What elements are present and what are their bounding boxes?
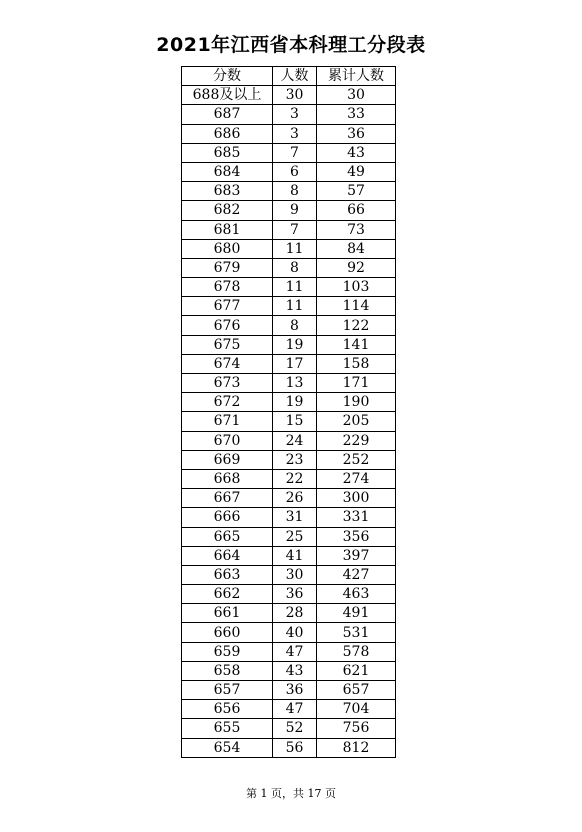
table-row — [182, 316, 396, 335]
cumulative-cell: 812 — [317, 738, 396, 757]
cumulative-cell: 49 — [317, 162, 396, 181]
cumulative-cell: 578 — [317, 642, 396, 661]
count-cell: 22 — [273, 469, 317, 488]
table-row — [182, 469, 396, 488]
table-row — [182, 661, 396, 680]
cumulative-cell: 356 — [317, 527, 396, 546]
score-cell: 679 — [182, 258, 273, 277]
score-cell: 678 — [182, 278, 273, 297]
count-cell: 13 — [273, 374, 317, 393]
score-cell: 680 — [182, 239, 273, 258]
cumulative-cell: 114 — [317, 297, 396, 316]
table-row — [182, 201, 396, 220]
score-cell: 677 — [182, 297, 273, 316]
score-cell: 673 — [182, 374, 273, 393]
score-cell: 659 — [182, 642, 273, 661]
table-body — [182, 86, 396, 758]
score-cell: 687 — [182, 105, 273, 124]
score-cell: 663 — [182, 565, 273, 584]
count-cell: 28 — [273, 604, 317, 623]
score-cell: 667 — [182, 489, 273, 508]
cumulative-cell: 190 — [317, 393, 396, 412]
table-row — [182, 623, 396, 642]
score-cell: 684 — [182, 162, 273, 181]
table-row — [182, 450, 396, 469]
table-row — [182, 642, 396, 661]
cumulative-cell: 531 — [317, 623, 396, 642]
count-cell: 52 — [273, 719, 317, 738]
count-cell: 7 — [273, 220, 317, 239]
score-cell: 668 — [182, 469, 273, 488]
count-cell: 47 — [273, 642, 317, 661]
count-cell: 3 — [273, 124, 317, 143]
table-row — [182, 297, 396, 316]
cumulative-cell: 36 — [317, 124, 396, 143]
cumulative-cell: 205 — [317, 412, 396, 431]
table-header-row — [182, 67, 396, 86]
header-cumulative: 累计人数 — [317, 67, 396, 86]
table-row — [182, 335, 396, 354]
header-score: 分数 — [182, 67, 273, 86]
table-row — [182, 738, 396, 757]
score-cell: 654 — [182, 738, 273, 757]
cumulative-cell: 756 — [317, 719, 396, 738]
cumulative-cell: 103 — [317, 278, 396, 297]
cumulative-cell: 43 — [317, 143, 396, 162]
table-row — [182, 143, 396, 162]
header-count: 人数 — [273, 67, 317, 86]
score-cell: 658 — [182, 661, 273, 680]
table-row — [182, 412, 396, 431]
cumulative-cell: 427 — [317, 565, 396, 584]
score-cell: 674 — [182, 354, 273, 373]
cumulative-cell: 33 — [317, 105, 396, 124]
score-cell: 686 — [182, 124, 273, 143]
table-row — [182, 719, 396, 738]
cumulative-cell: 704 — [317, 700, 396, 719]
count-cell: 7 — [273, 143, 317, 162]
count-cell: 11 — [273, 239, 317, 258]
score-cell: 657 — [182, 681, 273, 700]
table-row — [182, 374, 396, 393]
count-cell: 3 — [273, 105, 317, 124]
count-cell: 11 — [273, 297, 317, 316]
score-cell: 662 — [182, 585, 273, 604]
cumulative-cell: 657 — [317, 681, 396, 700]
count-cell: 15 — [273, 412, 317, 431]
count-cell: 8 — [273, 182, 317, 201]
count-cell: 26 — [273, 489, 317, 508]
cumulative-cell: 491 — [317, 604, 396, 623]
table-row — [182, 86, 396, 105]
table-row — [182, 239, 396, 258]
count-cell: 47 — [273, 700, 317, 719]
table-row — [182, 258, 396, 277]
table-row — [182, 354, 396, 373]
score-cell: 681 — [182, 220, 273, 239]
cumulative-cell: 66 — [317, 201, 396, 220]
cumulative-cell: 331 — [317, 508, 396, 527]
cumulative-cell: 621 — [317, 661, 396, 680]
count-cell: 31 — [273, 508, 317, 527]
cumulative-cell: 92 — [317, 258, 396, 277]
cumulative-cell: 122 — [317, 316, 396, 335]
cumulative-cell: 73 — [317, 220, 396, 239]
table-row — [182, 162, 396, 181]
cumulative-cell: 463 — [317, 585, 396, 604]
table-row — [182, 393, 396, 412]
cumulative-cell: 30 — [317, 86, 396, 105]
count-cell: 19 — [273, 393, 317, 412]
count-cell: 41 — [273, 546, 317, 565]
cumulative-cell: 252 — [317, 450, 396, 469]
cumulative-cell: 158 — [317, 354, 396, 373]
cumulative-cell: 141 — [317, 335, 396, 354]
count-cell: 8 — [273, 316, 317, 335]
count-cell: 6 — [273, 162, 317, 181]
table-row — [182, 604, 396, 623]
count-cell: 9 — [273, 201, 317, 220]
score-cell: 688及以上 — [182, 86, 273, 105]
table-row — [182, 681, 396, 700]
table-row — [182, 278, 396, 297]
table-row — [182, 431, 396, 450]
table-row — [182, 220, 396, 239]
score-cell: 671 — [182, 412, 273, 431]
count-cell: 24 — [273, 431, 317, 450]
cumulative-cell: 84 — [317, 239, 396, 258]
table-row — [182, 182, 396, 201]
page-footer: 第 1 页，共 17 页 — [246, 787, 336, 800]
cumulative-cell: 229 — [317, 431, 396, 450]
count-cell: 23 — [273, 450, 317, 469]
page-title: 2021年江西省本科理工分段表 — [156, 34, 426, 56]
score-cell: 670 — [182, 431, 273, 450]
score-cell: 656 — [182, 700, 273, 719]
count-cell: 11 — [273, 278, 317, 297]
count-cell: 36 — [273, 681, 317, 700]
count-cell: 8 — [273, 258, 317, 277]
count-cell: 19 — [273, 335, 317, 354]
table-row — [182, 546, 396, 565]
count-cell: 36 — [273, 585, 317, 604]
score-cell: 676 — [182, 316, 273, 335]
score-cell: 661 — [182, 604, 273, 623]
score-cell: 669 — [182, 450, 273, 469]
score-cell: 664 — [182, 546, 273, 565]
score-cell: 682 — [182, 201, 273, 220]
count-cell: 30 — [273, 565, 317, 584]
cumulative-cell: 397 — [317, 546, 396, 565]
cumulative-cell: 57 — [317, 182, 396, 201]
table-row — [182, 105, 396, 124]
count-cell: 56 — [273, 738, 317, 757]
cumulative-cell: 171 — [317, 374, 396, 393]
score-cell: 665 — [182, 527, 273, 546]
table-row — [182, 700, 396, 719]
count-cell: 17 — [273, 354, 317, 373]
table-row — [182, 565, 396, 584]
table-row — [182, 585, 396, 604]
count-cell: 40 — [273, 623, 317, 642]
score-cell: 675 — [182, 335, 273, 354]
cumulative-cell: 274 — [317, 469, 396, 488]
score-cell: 666 — [182, 508, 273, 527]
score-cell: 683 — [182, 182, 273, 201]
score-cell: 655 — [182, 719, 273, 738]
table-row — [182, 124, 396, 143]
table-row — [182, 508, 396, 527]
score-distribution-table — [181, 66, 396, 758]
score-cell: 660 — [182, 623, 273, 642]
table-row — [182, 527, 396, 546]
score-cell: 672 — [182, 393, 273, 412]
table-row — [182, 489, 396, 508]
score-cell: 685 — [182, 143, 273, 162]
cumulative-cell: 300 — [317, 489, 396, 508]
count-cell: 43 — [273, 661, 317, 680]
count-cell: 30 — [273, 86, 317, 105]
count-cell: 25 — [273, 527, 317, 546]
